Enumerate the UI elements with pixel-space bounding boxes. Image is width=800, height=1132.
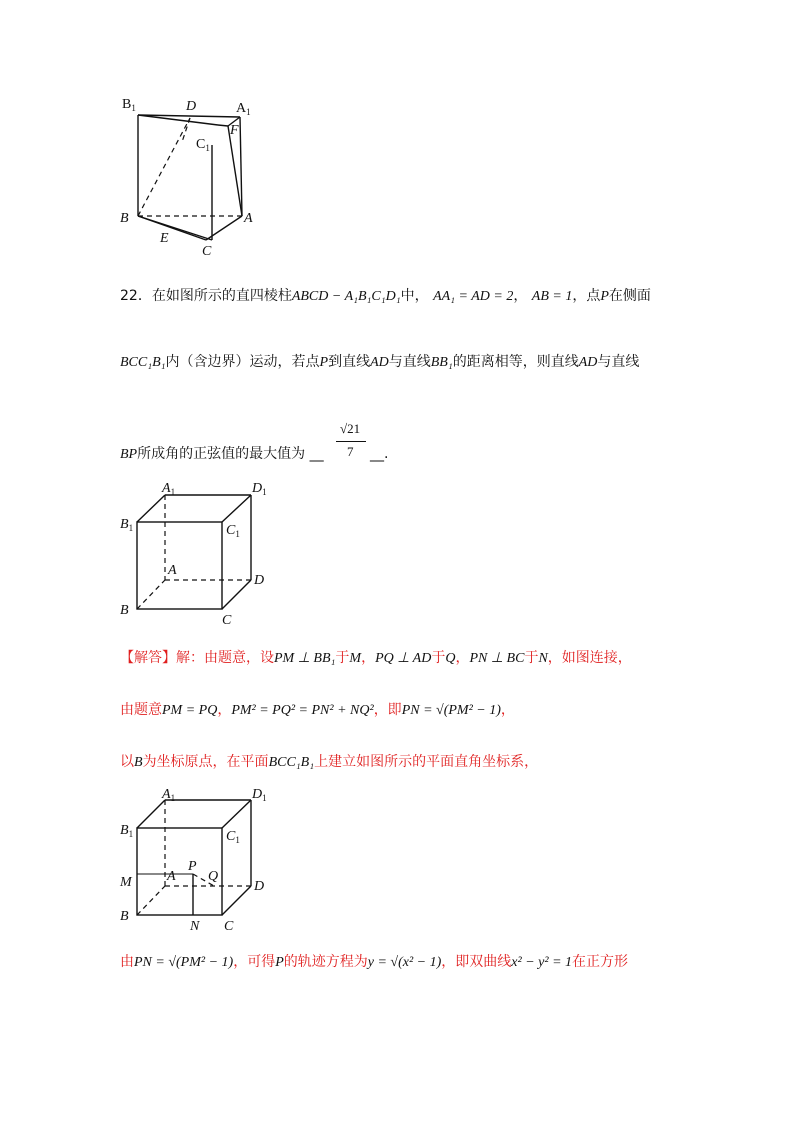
label-C1: $C_1$	[226, 829, 240, 845]
solution-line-1: 【解答】解：由题意，设PM ⊥ BB₁于M，PQ ⊥ AD于Q，PN ⊥ BC于N，如图连接，	[120, 650, 632, 666]
label-A: A	[168, 563, 177, 578]
label-A: A	[167, 869, 176, 884]
answer-blank-right: __.	[370, 446, 389, 462]
label-B1: $B_1$	[122, 97, 136, 113]
label-A1: $A_1$	[236, 101, 251, 117]
problem-line-2: BCC₁B₁内（含边界）运动，若点P到直线AD与直线BB₁的距离相等，则直线AD与直线	[120, 354, 640, 370]
fraction-bar	[336, 441, 366, 442]
answer-numerator: √21	[340, 421, 361, 436]
label-Q: Q	[208, 869, 219, 884]
figure-prism-1	[110, 90, 270, 265]
problem-line-3: BP所成角的正弦值的最大值为 __	[120, 446, 324, 462]
label-C1: $C_1$	[226, 523, 240, 539]
cube-3-diagram	[110, 780, 290, 935]
label-B1: $B_1$	[120, 517, 134, 533]
condition-2: AB = 1	[531, 289, 573, 304]
label-D1: $D_1$	[252, 787, 267, 803]
label-B: B	[120, 909, 129, 924]
label-C: C	[224, 919, 234, 934]
solution-line-2: 由题意PM = PQ，PM² = PQ² = PN² + NQ²，即PN = √(PM² − 1)，	[120, 702, 515, 718]
label-C: C	[222, 613, 232, 628]
condition-1: AA₁ = AD = 2	[433, 289, 514, 304]
label-C: C	[202, 244, 212, 259]
prism-name: ABCD − A₁B₁C₁D₁	[291, 289, 401, 304]
label-E: E	[160, 231, 169, 246]
label-B1: $B_1$	[120, 823, 134, 839]
figure-cube-2	[110, 478, 290, 628]
label-D: D	[254, 573, 265, 588]
solution-tag: 【解答】	[120, 650, 176, 666]
answer-denominator: 7	[347, 444, 354, 459]
problem-line-1: 22．在如图所示的直四棱柱ABCD − A₁B₁C₁D₁中， AA₁ = AD = 2， AB = 1，点P在侧面	[120, 288, 651, 304]
label-A1: $A_1$	[162, 481, 176, 497]
label-D: D	[254, 879, 265, 894]
label-D: D	[186, 99, 197, 114]
answer-blank-left: __	[309, 446, 324, 462]
label-A: A	[244, 211, 253, 226]
solution-line-4: 由PN = √(PM² − 1)，可得P的轨迹方程为y = √(x² − 1)，即双曲线x² − y² = 1在正方形	[120, 954, 629, 970]
label-C1: $C_1$	[196, 137, 210, 153]
label-B: B	[120, 603, 129, 618]
label-P: P	[188, 859, 197, 874]
label-M: M	[120, 875, 132, 890]
cube-2-diagram	[110, 478, 290, 628]
label-B: B	[120, 211, 129, 226]
label-N: N	[190, 919, 200, 934]
label-A1: $A_1$	[162, 787, 176, 803]
solution-line-3: 以B为坐标原点，在平面BCC₁B₁上建立如图所示的平面直角坐标系，	[120, 754, 539, 770]
label-F: F	[230, 123, 239, 138]
label-D1: $D_1$	[252, 481, 267, 497]
prism-1-diagram	[110, 90, 270, 265]
figure-cube-3	[110, 780, 290, 935]
